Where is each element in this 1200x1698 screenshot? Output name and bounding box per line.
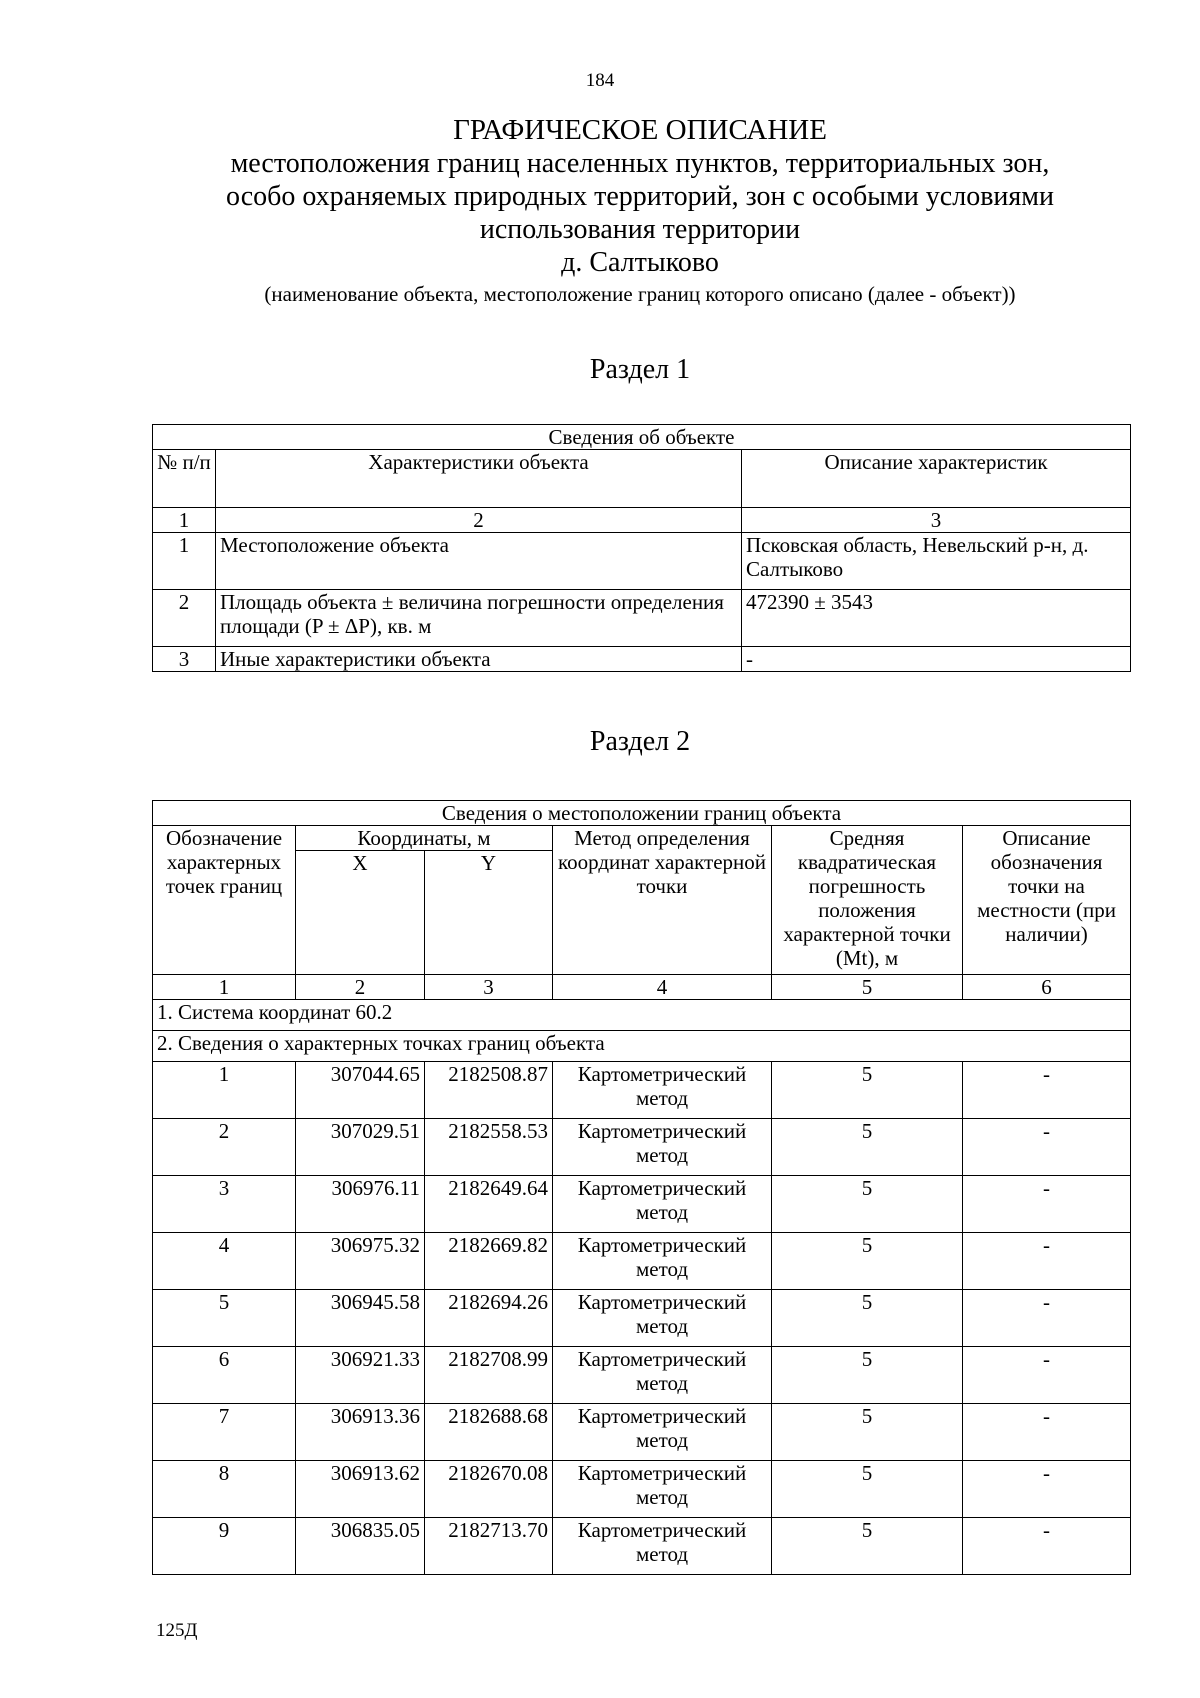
point-x: 306913.62 xyxy=(296,1461,425,1518)
point-error: 5 xyxy=(772,1404,963,1461)
row-characteristic: Местоположение объекта xyxy=(216,533,742,590)
point-x: 307029.51 xyxy=(296,1119,425,1176)
table-row xyxy=(153,1290,1131,1347)
point-y: 2182713.70 xyxy=(425,1518,553,1575)
point-id: 9 xyxy=(153,1518,296,1575)
point-error: 5 xyxy=(772,1062,963,1119)
point-method: Картометрический метод xyxy=(553,1518,772,1575)
object-info-table xyxy=(152,424,1131,672)
point-description: - xyxy=(963,1461,1131,1518)
point-y: 2182708.99 xyxy=(425,1347,553,1404)
document-title: ГРАФИЧЕСКОЕ ОПИСАНИЕ xyxy=(453,114,827,146)
point-error: 5 xyxy=(772,1176,963,1233)
point-y: 2182508.87 xyxy=(425,1062,553,1119)
document-subtitle-line: особо охраняемых природных территорий, зон с особыми условиями xyxy=(226,181,1054,212)
point-method: Картометрический метод xyxy=(553,1062,772,1119)
point-x: 306913.36 xyxy=(296,1404,425,1461)
point-y: 2182694.26 xyxy=(425,1290,553,1347)
row-description: 472390 ± 3543 xyxy=(742,590,1131,647)
table-row xyxy=(153,1461,1131,1518)
point-description: - xyxy=(963,1119,1131,1176)
point-method: Картометрический метод xyxy=(553,1233,772,1290)
point-id: 2 xyxy=(153,1119,296,1176)
point-error: 5 xyxy=(772,1518,963,1575)
table-row xyxy=(153,1518,1131,1575)
col-header-x: X xyxy=(296,851,425,975)
footer-code: 125Д xyxy=(156,1620,198,1641)
point-method: Картометрический метод xyxy=(553,1119,772,1176)
col-number: 3 xyxy=(425,975,553,1000)
col-header-y: Y xyxy=(425,851,553,975)
point-id: 5 xyxy=(153,1290,296,1347)
table-row xyxy=(153,533,1131,590)
point-x: 307044.65 xyxy=(296,1062,425,1119)
coordinate-system: 1. Система координат 60.2 xyxy=(153,1000,1131,1031)
table-row xyxy=(153,1404,1131,1461)
col-header-description: Описание характеристик xyxy=(742,450,1131,508)
point-description: - xyxy=(963,1233,1131,1290)
row-description: Псковская область, Невельский р-н, д. Салтыково xyxy=(742,533,1131,590)
col-header-coords: Координаты, м xyxy=(296,826,553,851)
col-header-point: Обозначение характерных точек границ xyxy=(153,826,296,975)
point-description: - xyxy=(963,1290,1131,1347)
point-method: Картометрический метод xyxy=(553,1347,772,1404)
col-number: 1 xyxy=(153,975,296,1000)
point-x: 306835.05 xyxy=(296,1518,425,1575)
point-error: 5 xyxy=(772,1461,963,1518)
section-2-title: Раздел 2 xyxy=(589,726,691,757)
row-description: - xyxy=(742,647,1131,672)
col-number: 5 xyxy=(772,975,963,1000)
section-1-title: Раздел 1 xyxy=(589,354,691,385)
table-row xyxy=(153,1119,1131,1176)
point-x: 306945.58 xyxy=(296,1290,425,1347)
row-number: 2 xyxy=(153,590,216,647)
points-caption: 2. Сведения о характерных точках границ объекта xyxy=(153,1031,1131,1062)
point-description: - xyxy=(963,1347,1131,1404)
col-header-error: Средняя квадратическая погрешность положения характерной точки (Mt), м xyxy=(772,826,963,975)
col-header-number: № п/п xyxy=(153,450,216,508)
point-description: - xyxy=(963,1062,1131,1119)
col-header-point-description: Описание обозначения точки на местности (при наличии) xyxy=(963,826,1131,975)
object-info-caption: Сведения об объекте xyxy=(153,425,1131,450)
col-number: 2 xyxy=(296,975,425,1000)
point-description: - xyxy=(963,1176,1131,1233)
col-header-characteristic: Характеристики объекта xyxy=(216,450,742,508)
row-number: 3 xyxy=(153,647,216,672)
boundary-table-caption: Сведения о местоположении границ объекта xyxy=(153,801,1131,826)
point-id: 6 xyxy=(153,1347,296,1404)
table-row xyxy=(153,590,1131,647)
table-row xyxy=(153,1347,1131,1404)
point-method: Картометрический метод xyxy=(553,1404,772,1461)
point-y: 2182649.64 xyxy=(425,1176,553,1233)
document-subtitle-line: местоположения границ населенных пунктов, территориальных зон, xyxy=(230,148,1050,179)
point-y: 2182558.53 xyxy=(425,1119,553,1176)
object-name: д. Салтыково xyxy=(561,247,719,278)
table-row xyxy=(153,647,1131,672)
point-x: 306975.32 xyxy=(296,1233,425,1290)
point-error: 5 xyxy=(772,1119,963,1176)
point-id: 8 xyxy=(153,1461,296,1518)
point-description: - xyxy=(963,1518,1131,1575)
point-y: 2182670.08 xyxy=(425,1461,553,1518)
document-header xyxy=(0,114,1200,309)
row-number: 1 xyxy=(153,533,216,590)
point-id: 7 xyxy=(153,1404,296,1461)
points-list xyxy=(153,1062,1131,1575)
col-number: 6 xyxy=(963,975,1131,1000)
point-method: Картометрический метод xyxy=(553,1461,772,1518)
point-id: 3 xyxy=(153,1176,296,1233)
point-error: 5 xyxy=(772,1347,963,1404)
col-number: 3 xyxy=(742,508,1131,533)
col-number: 1 xyxy=(153,508,216,533)
point-y: 2182688.68 xyxy=(425,1404,553,1461)
point-description: - xyxy=(963,1404,1131,1461)
col-header-method: Метод определения координат характерной точки xyxy=(553,826,772,975)
row-characteristic: Площадь объекта ± величина погрешности определения площади (P ± ΔP), кв. м xyxy=(216,590,742,647)
table-row xyxy=(153,1176,1131,1233)
row-characteristic: Иные характеристики объекта xyxy=(216,647,742,672)
table-row xyxy=(153,1233,1131,1290)
table-row xyxy=(153,1062,1131,1119)
point-method: Картометрический метод xyxy=(553,1176,772,1233)
document-subtitle-line: использования территории xyxy=(479,214,801,245)
object-caption: (наименование объекта, местоположение границ которого описано (далее - объект)) xyxy=(264,282,1016,306)
point-y: 2182669.82 xyxy=(425,1233,553,1290)
point-error: 5 xyxy=(772,1233,963,1290)
point-x: 306921.33 xyxy=(296,1347,425,1404)
boundary-points-table xyxy=(152,800,1131,1575)
point-method: Картометрический метод xyxy=(553,1290,772,1347)
point-error: 5 xyxy=(772,1290,963,1347)
page-number: 184 xyxy=(585,70,615,91)
col-number: 2 xyxy=(216,508,742,533)
point-id: 1 xyxy=(153,1062,296,1119)
point-x: 306976.11 xyxy=(296,1176,425,1233)
point-id: 4 xyxy=(153,1233,296,1290)
col-number: 4 xyxy=(553,975,772,1000)
